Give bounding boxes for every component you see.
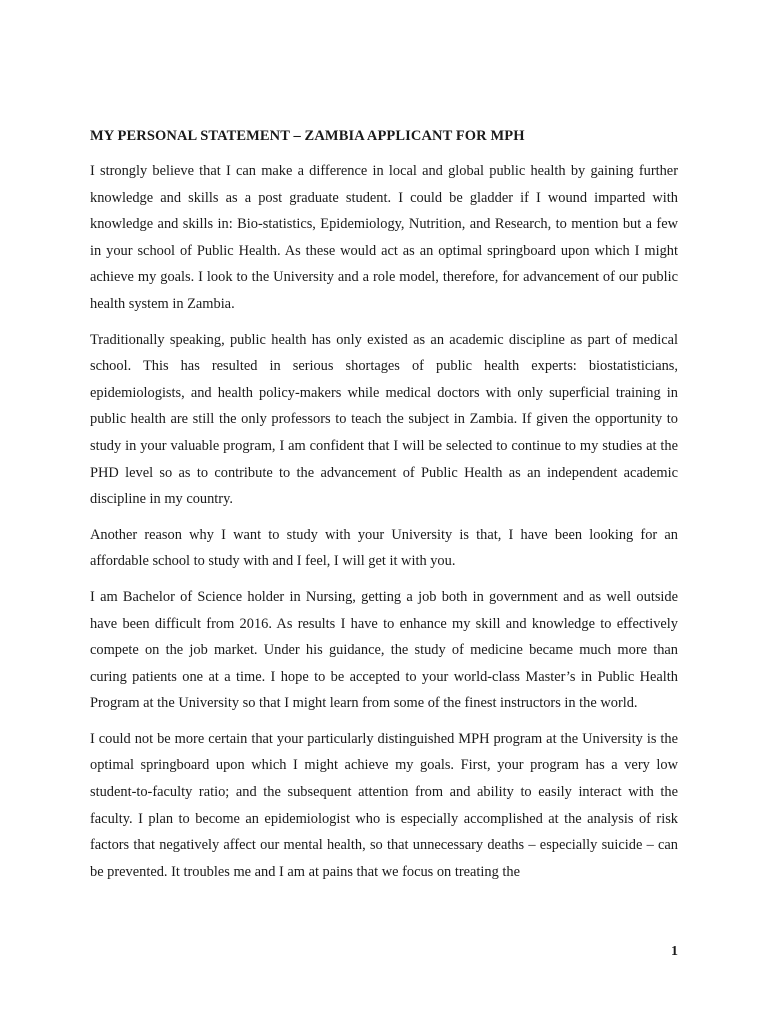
paragraph-program: I could not be more certain that your particularly distinguished MPH program at the University is the optimal springboard upon which I might achieve my goals. First, your program has a very low student-to-faculty ratio; and the subsequent attention from and ability to easily interact with the faculty. I plan to become an epidemiologist who is especially accomplished at the analysis of risk factors that negatively affect our mental health, so that unnecessary deaths – especially suicide – can be prevented. It troubles me and I am at pains that we focus on treating the — [90, 730, 678, 880]
document-body — [90, 128, 678, 894]
page-number: 1 — [671, 944, 678, 959]
paragraph-reason: Another reason why I want to study with your University is that, I have been looking for an affordable school to study with and I feel, I will get it with you. — [90, 526, 678, 570]
paragraph-background: I am Bachelor of Science holder in Nursing, getting a job both in government and as well outside have been difficult from 2016. As results I have to enhance my skill and knowledge to effectively compete on the job market. Under his guidance, the study of medicine became much more than curing patients one at a time. I hope to be accepted to your world-class Master’s in Public Health Program at the University so that I might learn from some of the finest instructors in the world. — [90, 588, 678, 712]
paragraph-tradition: Traditionally speaking, public health has only existed as an academic discipline as part of medical school. This has resulted in serious shortages of public health experts: biostatisticians, epidemiologists, and health policy-makers while medical doctors with only superficial training in public health are still the only professors to teach the subject in Zambia. If given the opportunity to study in your valuable program, I am confident that I will be selected to continue to my studies at the PHD level so as to contribute to the advancement of Public Health as an independent academic discipline in my country. — [90, 331, 678, 508]
page-title: MY PERSONAL STATEMENT – ZAMBIA APPLICANT FOR MPH — [90, 128, 525, 144]
paragraph-intro: I strongly believe that I can make a difference in local and global public health by gaining further knowledge and skills as a post graduate student. I could be gladder if I wound imparted with knowledge and skills in: Bio-statistics, Epidemiology, Nutrition, and Research, to mention but a few in your school of Public Health. As these would act as an optimal springboard upon which I might achieve my goals. I look to the University and a role model, therefore, for advancement of our public health system in Zambia. — [90, 163, 678, 312]
